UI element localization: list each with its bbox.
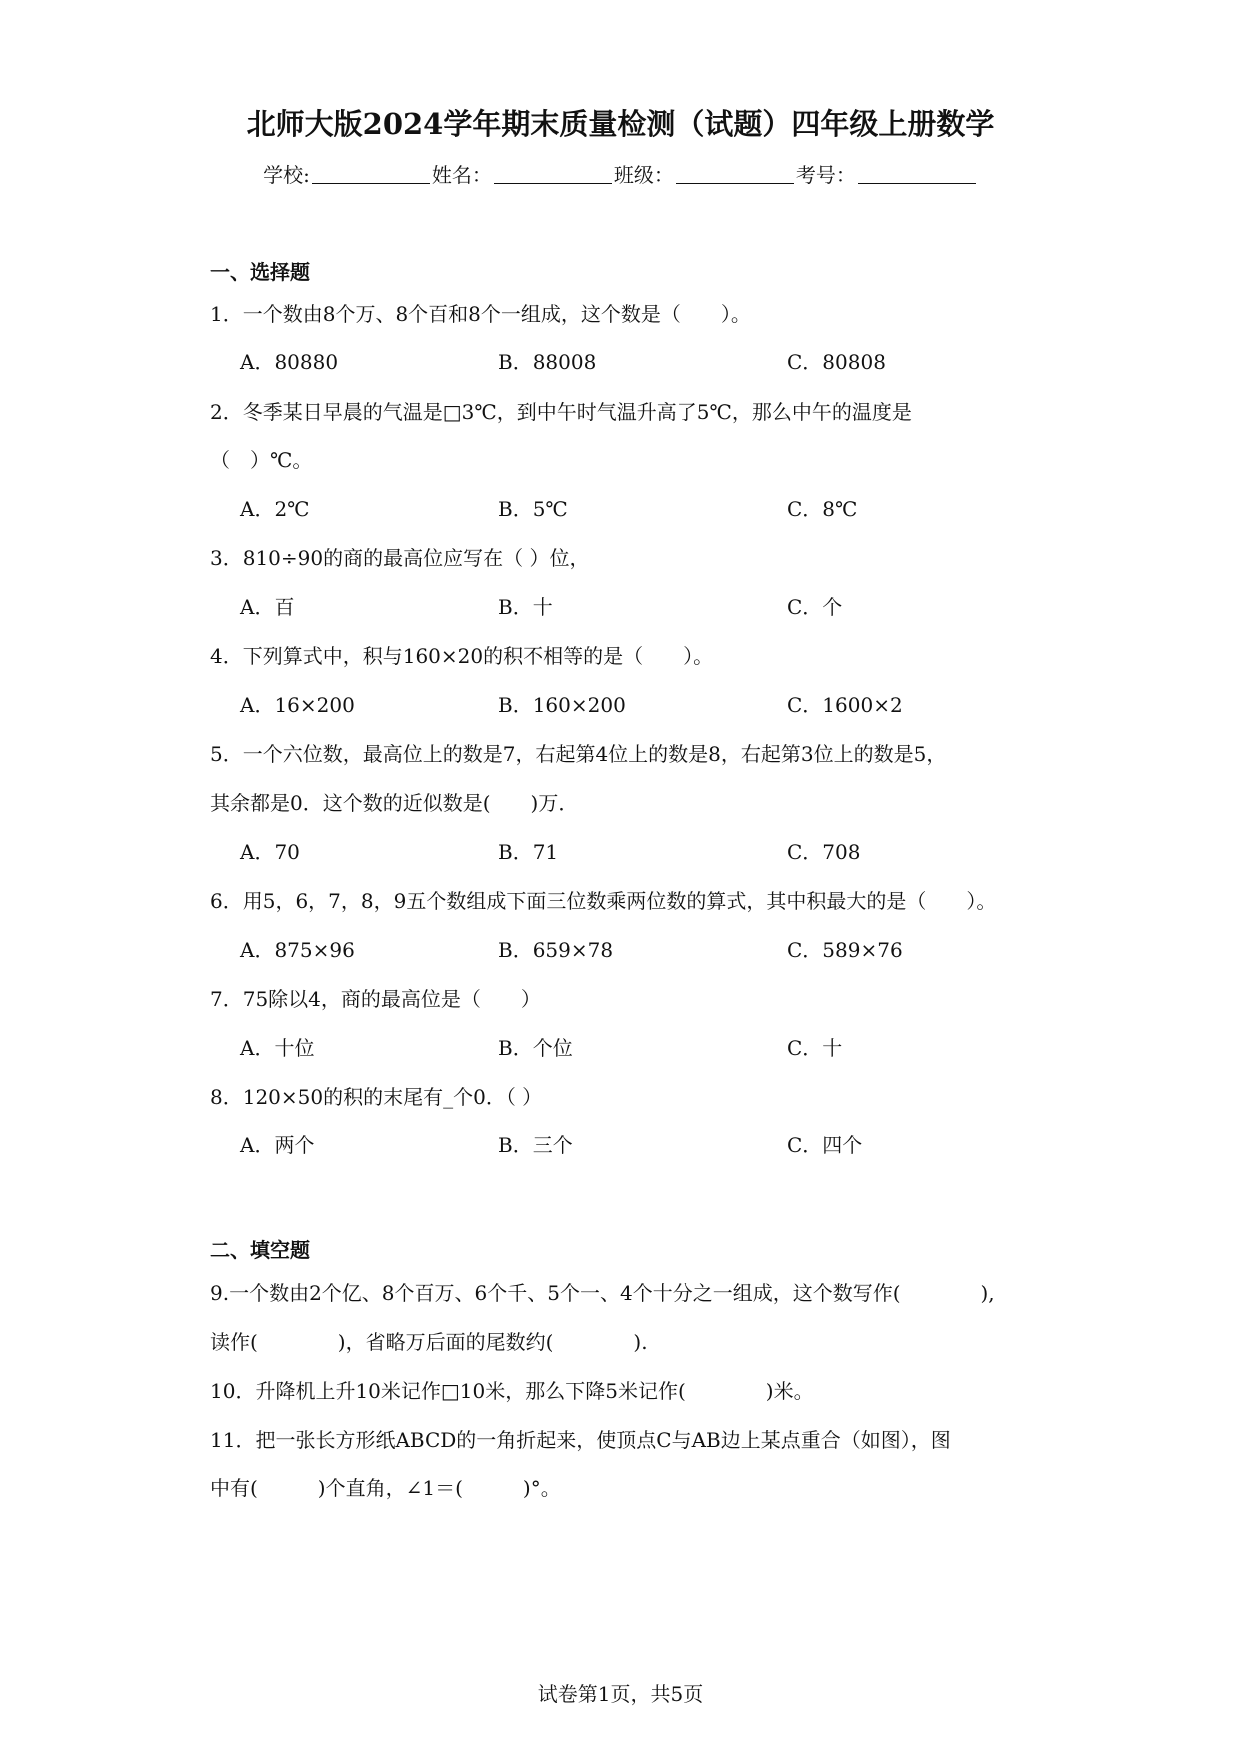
option-b: B．三个 <box>498 1133 573 1157</box>
question-5-line-1: 5．一个六位数，最高位上的数是7，右起第4位上的数是8，右起第3位上的数是5， <box>210 742 947 766</box>
section-fill-blank-heading: 二、填空题 <box>210 1238 310 1262</box>
question-9-line-2: 读作( )，省略万后面的尾数约( ). <box>210 1330 648 1354</box>
option-c: C．80808 <box>787 350 886 374</box>
question-5-line-2: 其余都是0．这个数的近似数是( )万． <box>210 791 579 815</box>
question-8: 8．120×50的积的末尾有_个0．（ ） <box>210 1085 543 1109</box>
question-1-options <box>240 348 1040 376</box>
question-9-line-1: 9.一个数由2个亿、8个百万、6个千、5个一、4个十分之一组成，这个数写作( ), <box>210 1281 995 1305</box>
question-3-options <box>240 593 1040 621</box>
option-a: A．875×96 <box>240 938 355 962</box>
question-4-options <box>240 691 1040 719</box>
option-c: C．十 <box>787 1036 843 1060</box>
option-a: A．两个 <box>240 1133 315 1157</box>
question-11-line-2: 中有( )个直角，∠1＝( )°。 <box>210 1476 561 1500</box>
question-5-options <box>240 838 1040 866</box>
question-2-line-2: （ ）℃。 <box>210 448 313 472</box>
class-blank <box>676 163 794 184</box>
option-b: B．659×78 <box>498 938 614 962</box>
option-c: C．589×76 <box>787 938 903 962</box>
option-a: A．80880 <box>240 350 339 374</box>
option-a: A．16×200 <box>240 693 355 717</box>
question-7-options <box>240 1034 1040 1062</box>
school-blank <box>312 163 430 184</box>
page-footer: 试卷第1页，共5页 <box>537 1682 704 1706</box>
option-c: C．8℃ <box>787 497 858 521</box>
option-a: A．70 <box>240 840 300 864</box>
option-b: B．88008 <box>498 350 597 374</box>
option-c: C．四个 <box>787 1133 863 1157</box>
question-2-options <box>240 495 1040 523</box>
question-7: 7．75除以4，商的最高位是（ ） <box>210 987 541 1011</box>
option-b: B．个位 <box>498 1036 573 1060</box>
name-label: 姓名： <box>431 163 492 187</box>
question-11-line-1: 11．把一张长方形纸ABCD的一角折起来，使顶点C与AB边上某点重合（如图），图 <box>210 1428 951 1452</box>
section-choice-heading: 一、选择题 <box>210 260 310 284</box>
option-c: C．708 <box>787 840 861 864</box>
question-8-options <box>240 1131 1040 1159</box>
question-10: 10．升降机上升10米记作□10米，那么下降5米记作( )米。 <box>210 1379 814 1403</box>
question-6: 6．用5，6，7，8，9五个数组成下面三位数乘两位数的算式，其中积最大的是（ ）。 <box>210 889 997 913</box>
option-b: B．十 <box>498 595 553 619</box>
option-b: B．160×200 <box>498 693 626 717</box>
student-info-line <box>0 160 1241 190</box>
option-b: B．71 <box>498 840 559 864</box>
option-a: A．2℃ <box>240 497 310 521</box>
exam-number-label: 考号： <box>795 163 856 187</box>
exam-title: 北师大版2024学年期末质量检测（试题）四年级上册数学 <box>246 107 995 141</box>
option-a: A．百 <box>240 595 295 619</box>
question-3: 3．810÷90的商的最高位应写在（ ）位， <box>210 546 590 570</box>
option-c: C．个 <box>787 595 843 619</box>
class-label: 班级： <box>613 163 674 187</box>
question-6-options <box>240 936 1040 964</box>
question-4: 4．下列算式中，积与160×20的积不相等的是（ ）。 <box>210 644 714 668</box>
question-1: 1．一个数由8个万、8个百和8个一组成，这个数是（ ）。 <box>210 302 751 326</box>
option-c: C．1600×2 <box>787 693 903 717</box>
exam-number-blank <box>858 163 976 184</box>
school-label: 学校: <box>263 163 310 187</box>
option-b: B．5℃ <box>498 497 568 521</box>
name-blank <box>494 163 612 184</box>
option-a: A．十位 <box>240 1036 315 1060</box>
question-2-line-1: 2．冬季某日早晨的气温是□3℃，到中午时气温升高了5℃，那么中午的温度是 <box>210 400 912 424</box>
